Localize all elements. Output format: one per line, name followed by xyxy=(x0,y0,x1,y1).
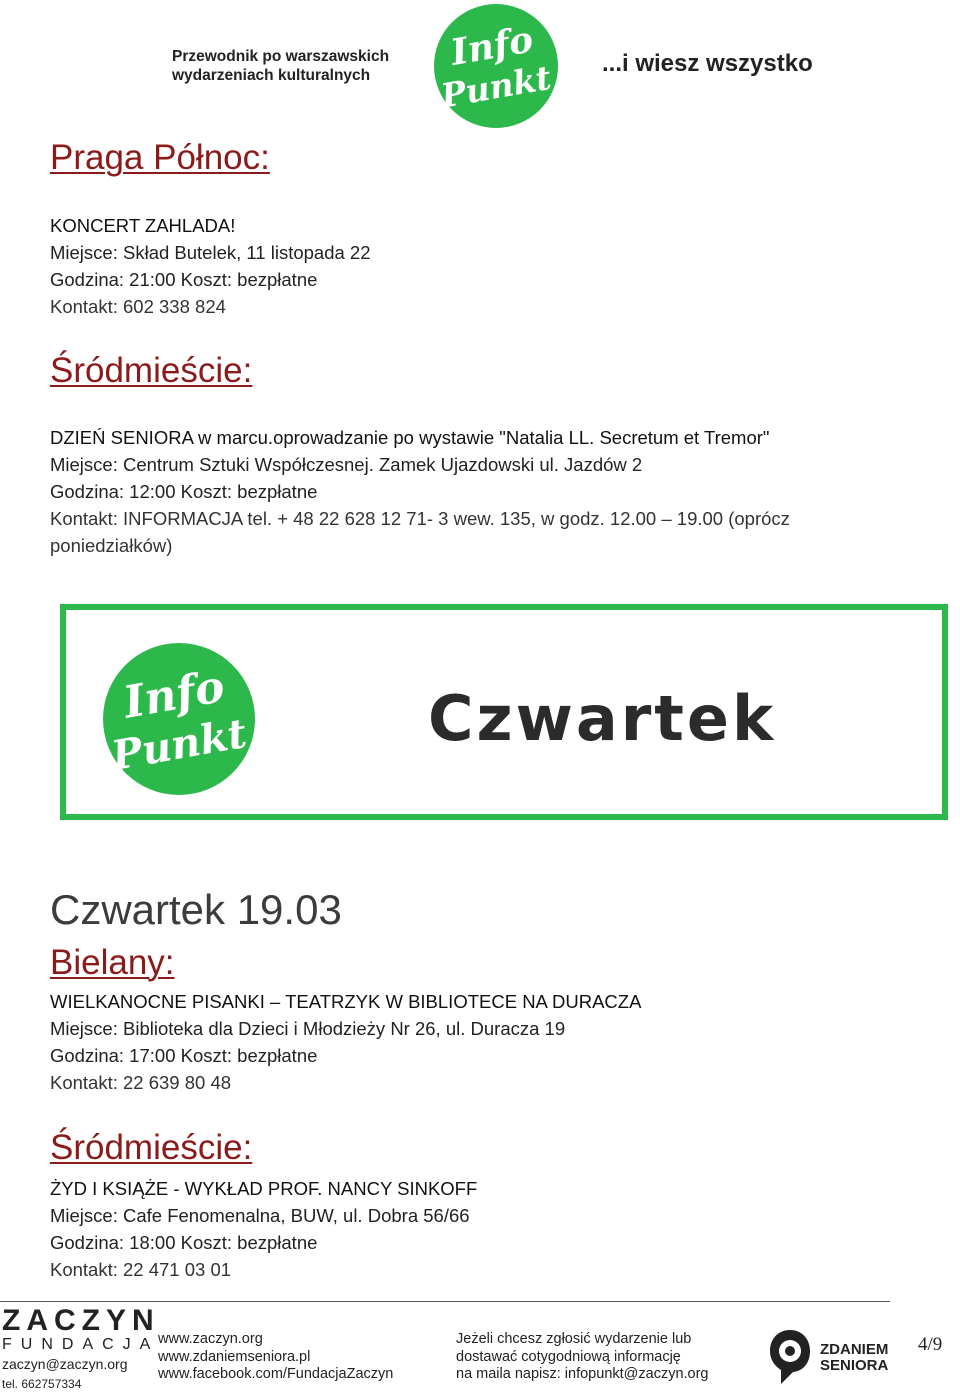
notice-line-2: dostawać cotygodniową informację xyxy=(456,1348,681,1365)
page-number: 4/9 xyxy=(918,1334,943,1355)
link-facebook[interactable]: www.facebook.com/FundacjaZaczyn xyxy=(158,1366,394,1382)
fundacja-word: FUNDACJA xyxy=(2,1336,160,1353)
event-time: Godzina: 17:00 Koszt: bezpłatne xyxy=(50,1045,318,1066)
section-praga-polnoc xyxy=(50,138,270,178)
section-srodmiescie-1 xyxy=(50,351,252,391)
event-place: Miejsce: Cafe Fenomenalna, BUW, ul. Dobra 56/66 xyxy=(50,1205,470,1226)
footer-notice xyxy=(456,1331,709,1384)
event-title: KONCERT ZAHLADA! xyxy=(50,215,236,236)
zaczyn-logo-word: ZACZYN xyxy=(2,1304,160,1337)
event-place: Miejsce: Biblioteka dla Dzieci i Młodzieży Nr 26, ul. Duracza 19 xyxy=(50,1018,566,1039)
banner-logo-text-punkt: Punkt xyxy=(107,709,251,780)
link-zaczyn[interactable]: www.zaczyn.org xyxy=(158,1331,263,1347)
event-place: Miejsce: Skład Butelek, 11 listopada 22 xyxy=(50,242,371,263)
event-place: Miejsce: Centrum Sztuki Współczesnej. Zamek Ujazdowski ul. Jazdów 2 xyxy=(50,454,643,475)
zdaniem-seniora-icon xyxy=(768,1328,812,1386)
event-title: ŻYD I KSIĄŻE - WYKŁAD PROF. NANCY SINKOFF xyxy=(50,1178,478,1199)
notice-line-1: Jeżeli chcesz zgłosić wydarzenie lub xyxy=(456,1331,692,1347)
zs-line-1: ZDANIEM xyxy=(820,1341,889,1358)
header-slogan: ...i wiesz wszystko xyxy=(602,50,813,77)
header-tagline xyxy=(172,47,422,85)
event-time: Godzina: 21:00 Koszt: bezpłatne xyxy=(50,269,318,290)
logo-text-info: Info xyxy=(447,18,537,75)
section-srodmiescie-2 xyxy=(50,1128,252,1168)
section-heading: Praga Północ: xyxy=(50,138,270,177)
banner-logo-text-info: Info xyxy=(119,661,229,729)
event-contact-line-2: poniedziałków) xyxy=(50,535,173,556)
event-wyklad xyxy=(50,1175,930,1283)
zaczyn-phone: tel. 662757334 xyxy=(2,1377,82,1391)
event-time: Godzina: 12:00 Koszt: bezpłatne xyxy=(50,481,318,502)
event-title: DZIEŃ SENIORA w marcu.oprowadzanie po wystawie "Natalia LL. Secretum et Tremor" xyxy=(50,427,770,448)
event-contact: Kontakt: 22 639 80 48 xyxy=(50,1072,232,1093)
zaczyn-email: zaczyn@zaczyn.org xyxy=(2,1356,128,1372)
event-pisanki xyxy=(50,988,930,1096)
event-contact: Kontakt: 602 338 824 xyxy=(50,296,226,317)
footer-links xyxy=(158,1331,393,1384)
section-bielany xyxy=(50,943,175,983)
event-dzien-seniora xyxy=(50,424,930,559)
section-heading: Śródmieście: xyxy=(50,1128,253,1167)
notice-line-3: na maila napisz: infopunkt@zaczyn.org xyxy=(456,1366,709,1382)
section-heading: Śródmieście: xyxy=(50,351,253,390)
tagline-line-2: wydarzeniach kulturalnych xyxy=(172,67,371,84)
tagline-line-1: Przewodnik po warszawskich xyxy=(172,48,390,65)
banner-day-word: Czwartek xyxy=(428,682,777,755)
section-heading: Bielany: xyxy=(50,943,175,982)
event-time: Godzina: 18:00 Koszt: bezpłatne xyxy=(50,1232,318,1253)
banner-infopunkt-logo xyxy=(103,643,255,795)
infopunkt-logo xyxy=(434,4,558,128)
zs-line-2: SENIORA xyxy=(820,1357,889,1374)
link-zdaniemseniora[interactable]: www.zdaniemseniora.pl xyxy=(158,1348,311,1365)
event-koncert xyxy=(50,212,930,320)
day-heading: Czwartek 19.03 xyxy=(50,886,342,933)
footer-divider xyxy=(0,1301,890,1302)
event-contact: Kontakt: 22 471 03 01 xyxy=(50,1259,232,1280)
event-contact-line-1: Kontakt: INFORMACJA tel. + 48 22 628 12 71- 3 wew. 135, w godz. 12.00 – 19.00 (oprócz xyxy=(50,508,790,529)
logo-text-punkt: Punkt xyxy=(437,57,555,116)
zdaniem-seniora-text xyxy=(820,1342,888,1374)
event-title: WIELKANOCNE PISANKI – TEATRZYK W BIBLIOTECE NA DURACZA xyxy=(50,991,642,1012)
